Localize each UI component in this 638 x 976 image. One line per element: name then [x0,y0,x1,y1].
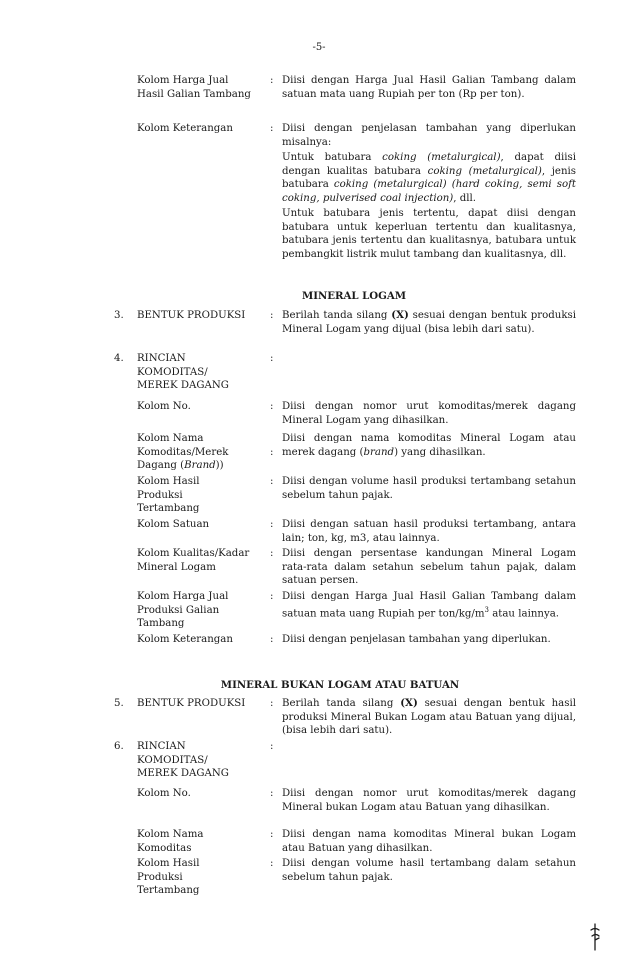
row-description: Diisi dengan Harga Jual Hasil Galian Tambang dalam satuan mata uang Rupiah per ton (Rp per ton). [282,75,576,100]
row-colon: : [270,548,274,559]
row-description: Diisi dengan nama komoditas Mineral Logam atau merek dagang (brand) yang dihasilkan. [282,433,576,458]
row-description: Diisi dengan volume hasil produksi tertambang setahun sebelum tahun pajak. [282,476,576,501]
row-colon: : [270,829,274,840]
row-description [282,122,576,263]
row-description: Diisi dengan persentase kandungan Mineral Logam rata-rata dalam setahun sebelum tahun pajak, dalam satuan persen. [282,548,576,586]
item-label: RINCIAN KOMODITAS/ MEREK DAGANG [137,741,229,779]
row-colon: : [270,591,274,602]
item-number: 5. [114,698,124,709]
row-label: Kolom No. [137,401,191,412]
row-description: Diisi dengan nomor urut komoditas/merek dagang Mineral bukan Logam atau Batuan yang dihasilkan. [282,788,576,813]
row-label: Kolom Nama Komoditas/Merek Dagang (Brand)) [137,433,229,471]
item-label: BENTUK PRODUKSI [137,310,246,321]
row-colon: : [270,353,274,364]
row-description: Diisi dengan Harga Jual Hasil Galian Tambang dalam satuan mata uang Rupiah per ton/$kg/m^3$ atau lainnya. [282,591,576,619]
row-description: Diisi dengan satuan hasil produksi tertambang, antara lain; ton, kg, m3, atau lainnya. [282,519,576,544]
description-paragraph: Untuk batubara coking (metalurgical), dapat diisi dengan kualitas batubara coking (metalurgical), jenis batubara coking (metalurgical) (hard coking, semi soft coking, pulverised coal injection), dll. [282,152,576,204]
page-number: -5- [312,42,326,53]
row-colon: : [270,123,274,134]
row-colon: : [270,310,274,321]
row-colon: : [270,788,274,799]
row-description: Diisi dengan volume hasil tertambang dalam setahun sebelum tahun pajak. [282,858,576,883]
row-description: Diisi dengan nama komoditas Mineral bukan Logam atau Batuan yang dihasilkan. [282,829,576,854]
row-description: Berilah tanda silang (X) sesuai dengan bentuk produksi Mineral Logam yang dijual (bisa lebih dari satu). [282,309,576,335]
row-colon: : [270,634,274,645]
row-description: Diisi dengan nomor urut komoditas/merek dagang Mineral Logam yang dihasilkan. [282,401,576,426]
item-label: RINCIAN KOMODITAS/ MEREK DAGANG [137,353,229,391]
row-colon: : [270,519,274,530]
description-paragraph: Diisi dengan penjelasan tambahan yang diperlukan misalnya: [282,123,576,148]
row-label: Kolom Keterangan [137,634,233,645]
row-colon: : [270,858,274,869]
item-number: 4. [114,353,124,364]
row-label: Kolom Nama Komoditas [137,829,204,854]
item-label: BENTUK PRODUKSI [137,698,246,709]
section-heading-mineral-bukan-logam: MINERAL BUKAN LOGAM ATAU BATUAN [220,679,460,691]
section-heading-mineral-logam: MINERAL LOGAM [301,290,407,302]
row-label: Kolom Harga Jual Produksi Galian Tambang [137,591,229,629]
row-label: Kolom Hasil Produksi Tertambang [137,476,200,514]
row-description: Berilah tanda silang (X) sesuai dengan bentuk hasil produksi Mineral Bukan Logam atau Batuan yang dijual, (bisa lebih dari satu). [282,697,576,736]
item-number: 6. [114,741,124,752]
row-colon: : [270,447,274,458]
row-label: Kolom Kualitas/Kadar Mineral Logam [137,548,250,573]
item-number: 3. [114,310,124,321]
row-label: Kolom No. [137,788,191,799]
row-colon: : [270,401,274,412]
row-colon: : [270,75,274,86]
row-label: Kolom Keterangan [137,123,233,134]
row-colon: : [270,741,274,752]
row-label: Kolom Harga Jual Hasil Galian Tambang [137,75,251,100]
row-description: Diisi dengan penjelasan tambahan yang diperlukan. [282,634,551,645]
row-colon: : [270,698,274,709]
row-label: Kolom Hasil Produksi Tertambang [137,858,200,896]
row-label: Kolom Satuan [137,519,210,530]
initial-signature-mark [588,922,602,952]
row-colon: : [270,476,274,487]
description-paragraph: Untuk batubara jenis tertentu, dapat diisi dengan batubara untuk keperluan tertentu dan kualitasnya, batubara jenis tertentu dan kualitasnya, batubara untuk pembangkit listrik mulut tambang dan kualitasnya, dll. [282,208,576,260]
